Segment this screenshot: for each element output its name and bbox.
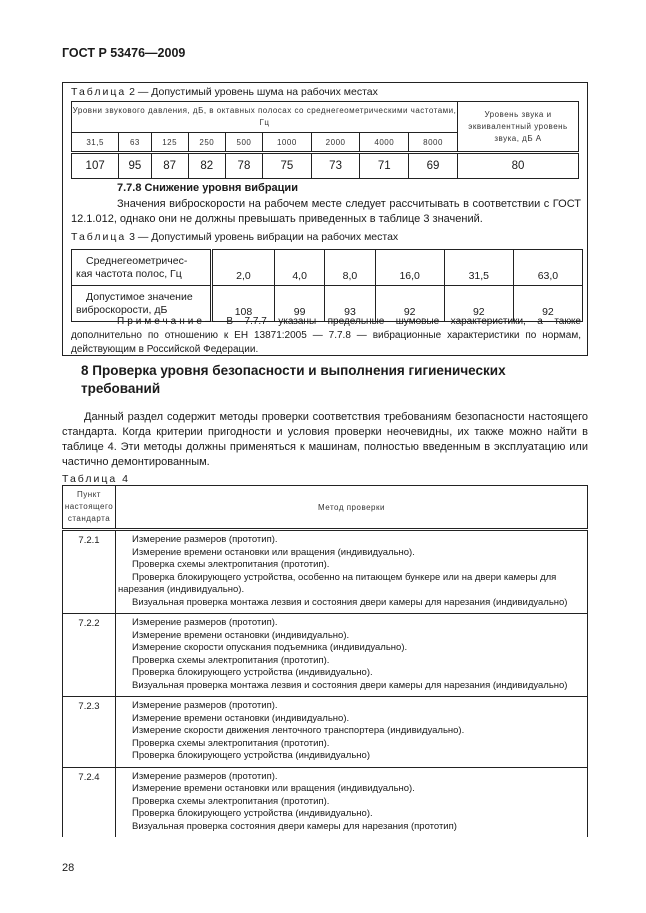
clause-cell: 7.2.3: [63, 697, 116, 768]
clause-cell: 7.2.2: [63, 614, 116, 697]
value-cell: 92: [375, 286, 444, 322]
value-cell: 99: [274, 286, 324, 322]
method-item: Измерение времени остановки или вращения (индивидуально).: [132, 546, 415, 558]
vibration-level-table: [71, 249, 583, 322]
table2-caption-label: Таблица: [71, 86, 127, 98]
section-8-text: Данный раздел содержит методы проверки соответствия требованиям безопасности настоящего стандарта. Когда критерии пригодности и условия проверки неочевидны, их также можно найти в таблице 4. Эти методы должны применяться к машинам, полностью введенным в эксплуатацию или частично демонтированным.: [62, 411, 588, 468]
freq-cell: 8,0: [325, 250, 375, 286]
freq-cell: 31,5: [444, 250, 513, 286]
value-cell: 92: [513, 286, 582, 322]
note-label: Примечание: [117, 316, 205, 327]
freq-cell: 2,0: [212, 250, 275, 286]
freq-cell: 500: [225, 133, 262, 153]
methods-cell: [116, 530, 588, 614]
section-7-7-8-title: 7.7.8 Снижение уровня вибрации: [117, 182, 298, 194]
method-item: Проверка схемы электропитания (прототип).: [132, 737, 330, 749]
value-cell: 92: [444, 286, 513, 322]
table2-right-header: Уровень звука и эквивалентный уровень звука, дБ А: [458, 102, 579, 153]
freq-cell: 4,0: [274, 250, 324, 286]
boxed-section-frame: [62, 82, 588, 356]
table-note: [71, 315, 581, 357]
value-cell: 78: [225, 153, 262, 179]
table4-header-row: [63, 486, 588, 530]
table-row: [63, 530, 588, 614]
table2-caption-text: 2 — Допустимый уровень шума на рабочих местах: [126, 86, 378, 98]
freq-cell: 16,0: [375, 250, 444, 286]
method-item: Измерение времени остановки или вращения (индивидуально).: [132, 783, 415, 794]
method-item: Проверка схемы электропитания (прототип).: [132, 795, 330, 807]
table2-group-header: Уровни звукового давления, дБ, в октавных полосах со среднегеометрическими частотами, Гц: [72, 102, 458, 133]
freq-cell: 63,0: [513, 250, 582, 286]
method-item: Проверка блокирующего устройства (индивидуально).: [132, 808, 373, 819]
table3-caption-text: 3 — Допустимый уровень вибрации на рабочих местах: [126, 231, 399, 243]
freq-cell: 8000: [409, 133, 458, 153]
method-item: Измерение размеров (прототип).: [132, 617, 278, 628]
table3-caption-label: Таблица: [71, 231, 127, 243]
freq-cell: 4000: [360, 133, 409, 153]
freq-cell: 63: [119, 133, 151, 153]
table-row: [63, 767, 588, 837]
value-cell: 71: [360, 153, 409, 179]
noise-level-table: [71, 101, 579, 179]
freq-cell: 31,5: [72, 133, 119, 153]
table3-frequency-row: [72, 250, 583, 286]
method-item: Визуальная проверка состояния двери камеры для нарезания (прототип): [132, 820, 457, 832]
page-number: 28: [62, 862, 75, 874]
note-text: — В 7.7.7 указаны предельные шумовые характеристики, а также дополнительно по отношению к ЕН 13871:2005 — 7.7.8 — вибрационные характеристики по нормам, действующим в Российской Федерации.: [71, 316, 581, 355]
table-row: [63, 697, 588, 768]
method-item: Визуальная проверка монтажа лезвия и состояния двери камеры для нарезания (индивидуально): [132, 596, 568, 608]
method-item: Проверка блокирующего устройства (индивидуально).: [132, 667, 373, 678]
clause-cell: 7.2.1: [63, 530, 116, 614]
method-item: Измерение размеров (прототип).: [132, 770, 278, 782]
table2-caption: [71, 86, 378, 98]
verification-methods-table: [62, 485, 588, 837]
value-cell: 87: [151, 153, 188, 179]
section-8-title: 8 Проверка уровня безопасности и выполнения гигиенических требований: [81, 363, 506, 396]
value-cell: 107: [72, 153, 119, 179]
table2-value-row: [72, 153, 579, 179]
section-7-7-8-text: Значения виброскорости на рабочем месте следует рассчитывать в соответствии с ГОСТ 12.1.012, однако они не должны превышать приведенных в таблице 3 значений.: [71, 198, 581, 225]
freq-cell: 250: [188, 133, 225, 153]
value-cell: 95: [119, 153, 151, 179]
value-cell: 75: [263, 153, 312, 179]
method-item: Проверка блокирующего устройства, особенно на питающем бункере или на двери камеры для нарезания (индивидуально).: [118, 571, 557, 595]
table-row: [63, 614, 588, 697]
method-item: Измерение скорости опускания подъемника (индивидуально).: [132, 642, 408, 653]
value-cell: 108: [212, 286, 275, 322]
method-item: Измерение скорости движения ленточного транспортера (индивидуально).: [132, 725, 465, 736]
table4-clause-header: Пункт настоящего стандарта: [63, 486, 116, 530]
table4-method-header: Метод проверки: [116, 486, 588, 530]
value-cell: 82: [188, 153, 225, 179]
freq-cell: 125: [151, 133, 188, 153]
table3-row-label: [72, 250, 212, 286]
method-item: Визуальная проверка монтажа лезвия и состояния двери камеры для нарезания (индивидуально): [132, 679, 568, 691]
label-line: Среднегеометричес-: [86, 254, 188, 267]
label-line: Допустимое значение: [86, 290, 193, 303]
label-line: виброскорости, дБ: [76, 303, 168, 316]
methods-cell: [116, 767, 588, 837]
total-value-cell: 80: [458, 153, 579, 179]
method-item: Измерение времени остановки (индивидуально).: [132, 629, 350, 641]
method-item: Измерение размеров (прототип).: [132, 700, 278, 711]
document-id-header: ГОСТ Р 53476—2009: [62, 46, 186, 60]
method-item: Измерение размеров (прототип).: [132, 534, 278, 545]
freq-cell: 1000: [263, 133, 312, 153]
clause-cell: 7.2.4: [63, 767, 116, 837]
value-cell: 93: [325, 286, 375, 322]
table3-caption: [71, 231, 398, 243]
methods-cell: [116, 614, 588, 697]
table4-caption: Таблица 4: [62, 473, 130, 485]
method-item: Проверка схемы электропитания (прототип).: [132, 559, 330, 570]
method-item: Проверка блокирующего устройства (индивидуально): [132, 750, 370, 761]
label-line: кая частота полос, Гц: [76, 267, 182, 280]
method-item: Измерение времени остановки (индивидуально).: [132, 712, 350, 724]
methods-cell: [116, 697, 588, 768]
method-item: Проверка схемы электропитания (прототип).: [132, 654, 330, 666]
value-cell: 69: [409, 153, 458, 179]
freq-cell: 2000: [311, 133, 360, 153]
value-cell: 73: [311, 153, 360, 179]
